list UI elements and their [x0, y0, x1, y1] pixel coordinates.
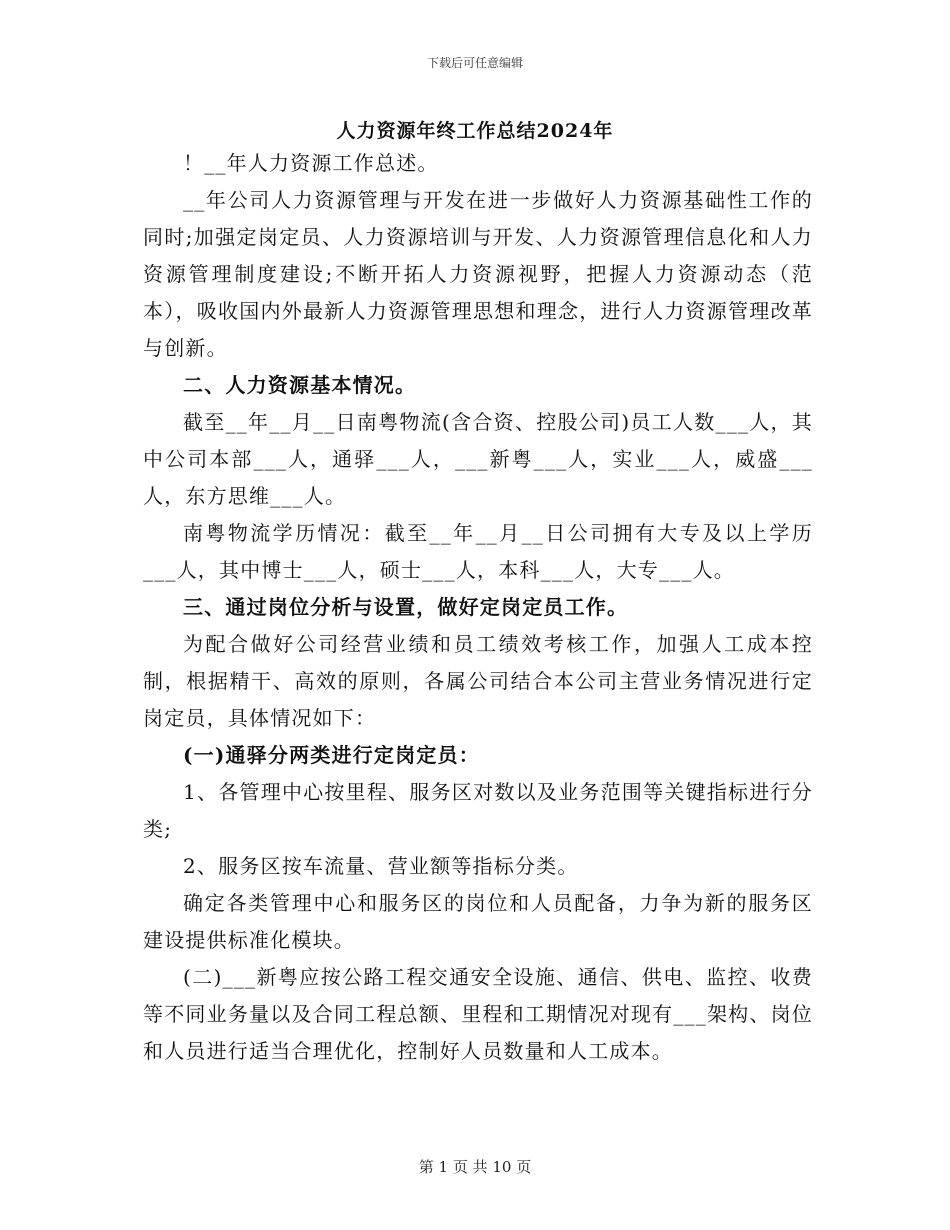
section-heading-basic-situation: 二、人力资源基本情况。 [183, 373, 417, 397]
paragraph-xinyue: (二)___新粤应按公路工程交通安全设施、通信、供电、监控、收费等不同业务量以及合同工程总额、里程和工期情况对现有___架构、岗位和人员进行适当合理优化，控制好人员数量和人工成本。 [143, 965, 813, 1063]
header-note: 下载后可任意编辑 [426, 56, 523, 70]
page-footer: 第 1 页 共 10 页 [418, 1158, 532, 1176]
paragraph-standardization: 确定各类管理中心和服务区的岗位和人员配备，力争为新的服务区建设提供标准化模块。 [143, 891, 813, 952]
document-title: 人力资源年终工作总结2024年 [336, 120, 614, 142]
section-heading-job-analysis: 三、通过岗位分析与设置，做好定岗定员工作。 [183, 595, 629, 619]
paragraph-education: 南粤物流学历情况：截至__年__月__日公司拥有大专及以上学历___人，其中博士___人，硕士___人，本科___人，大专___人。 [143, 521, 813, 582]
document-body [143, 145, 813, 1070]
paragraph-item-1: 1、各管理中心按里程、服务区对数以及业务范围等关键指标进行分类; [143, 780, 813, 841]
paragraph-overview: __年公司人力资源管理与开发在进一步做好人力资源基础性工作的同时;加强定岗定员、人力资源培训与开发、人力资源管理信息化和人力资源管理制度建设;不断开拓人力资源视野，把握人力资源动态（范本），吸收国内外最新人力资源管理思想和理念，进行人力资源管理改革与创新。 [143, 188, 813, 360]
paragraph-headcount: 截至__年__月__日南粤物流(含合资、控股公司)员工人数___人，其中公司本部___人，通驿___人，___新粤___人，实业___人，威盛___人，东方思维___人。 [143, 410, 813, 508]
paragraph-intro: ！__年人力资源工作总述。 [183, 151, 439, 175]
paragraph-item-2: 2、服务区按车流量、营业额等指标分类。 [183, 854, 579, 878]
subsection-heading-tongyi: (一)通驿分两类进行定岗定员： [183, 743, 480, 767]
paragraph-staffing-principle: 为配合做好公司经营业绩和员工绩效考核工作，加强人工成本控制，根据精干、高效的原则，各属公司结合本公司主营业务情况进行定岗定员，具体情况如下： [143, 632, 813, 730]
